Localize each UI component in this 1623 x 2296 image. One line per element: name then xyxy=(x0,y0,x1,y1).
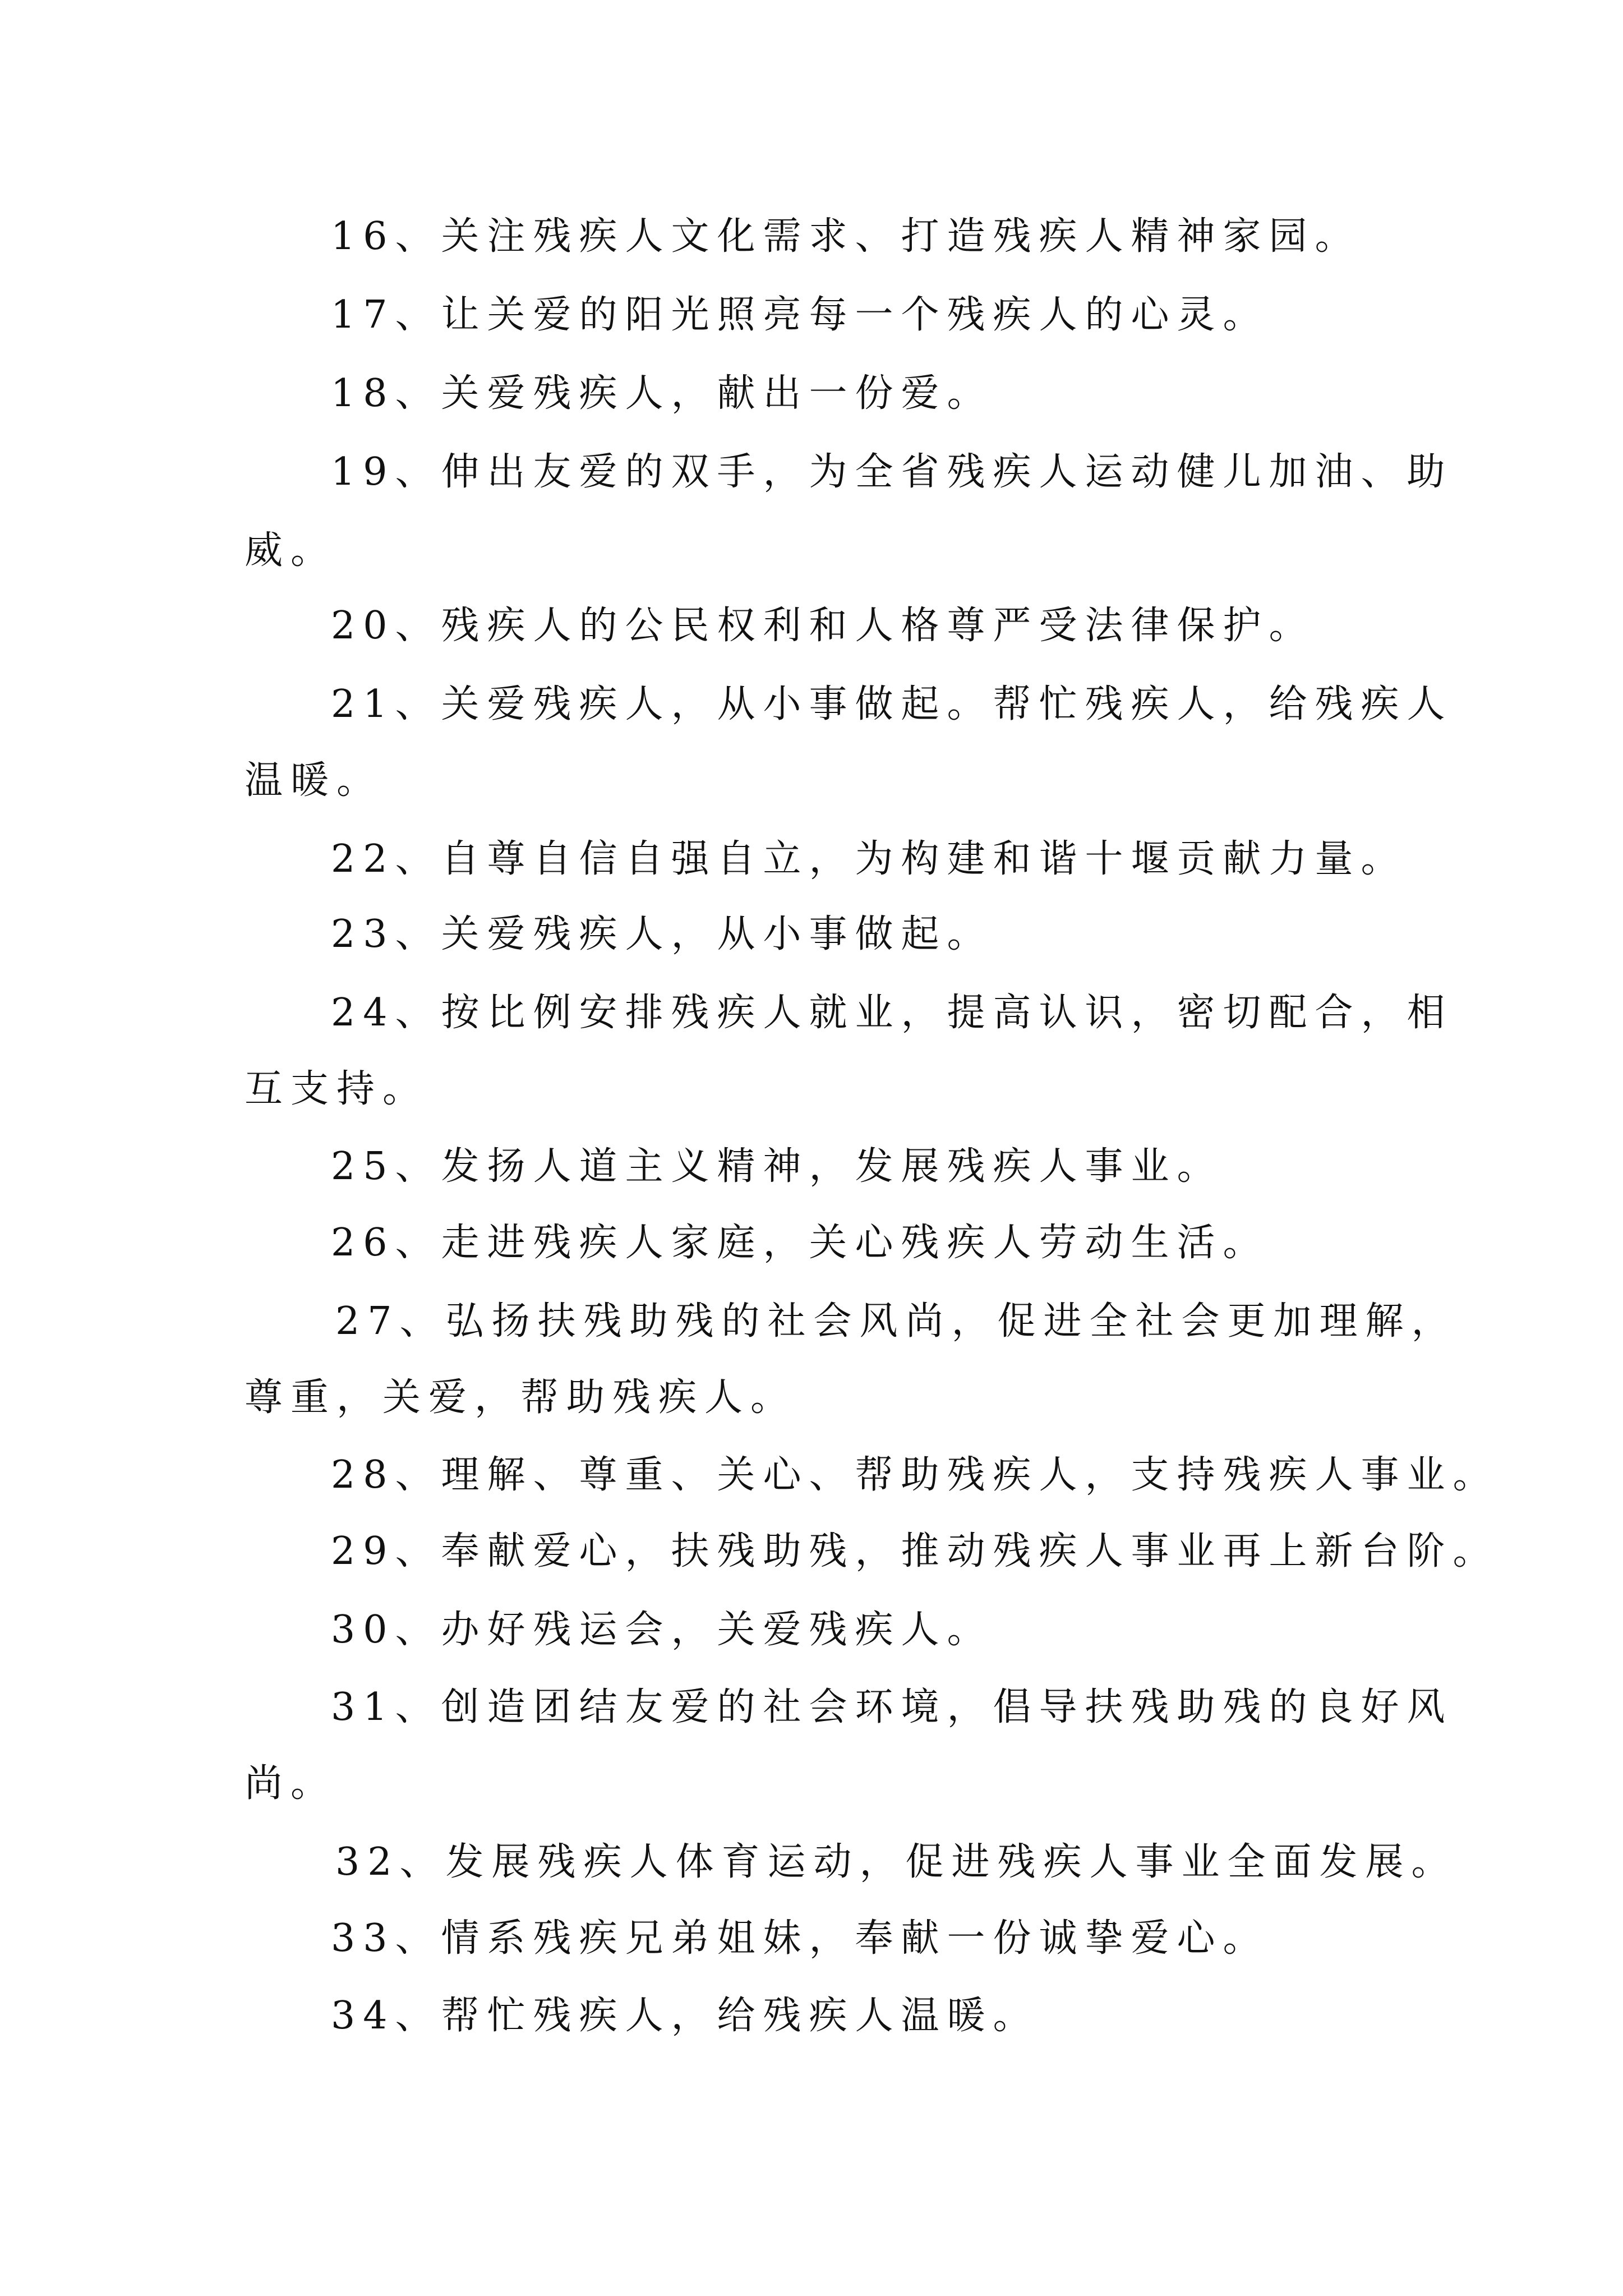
list-item-31-continued: 尚。 xyxy=(245,1761,337,1806)
list-item-31: 31、创造团结友爱的社会环境，倡导扶残助残的良好风 xyxy=(331,1685,1453,1729)
list-item-26: 26、走进残疾人家庭，关心残疾人劳动生活。 xyxy=(331,1221,1269,1265)
list-item-30: 30、办好残运会，关爱残疾人。 xyxy=(331,1608,993,1652)
list-item-19: 19、伸出友爱的双手，为全省残疾人运动健儿加油、助 xyxy=(331,450,1453,494)
list-item-21: 21、关爱残疾人，从小事做起。帮忙残疾人，给残疾人 xyxy=(331,682,1453,726)
list-item-21-continued: 温暖。 xyxy=(245,758,383,803)
list-item-34: 34、帮忙残疾人，给残疾人温暖。 xyxy=(331,1994,1039,2038)
list-item-18: 18、关爱残疾人，献出一份爱。 xyxy=(331,371,993,416)
list-item-24-continued: 互支持。 xyxy=(245,1067,429,1111)
list-item-24: 24、按比例安排残疾人就业，提高认识，密切配合，相 xyxy=(331,991,1453,1035)
list-item-29: 29、奉献爱心，扶残助残，推动残疾人事业再上新台阶。 xyxy=(331,1529,1499,1573)
list-item-32: 32、发展残疾人体育运动，促进残疾人事业全面发展。 xyxy=(335,1840,1458,1884)
list-item-20: 20、残疾人的公民权利和人格尊严受法律保护。 xyxy=(331,604,1315,648)
list-item-16: 16、关注残疾人文化需求、打造残疾人精神家园。 xyxy=(331,214,1361,259)
list-item-27: 27、弘扬扶残助残的社会风尚，促进全社会更加理解， xyxy=(335,1299,1458,1343)
list-item-19-continued: 威。 xyxy=(245,528,337,573)
list-item-23: 23、关爱残疾人，从小事做起。 xyxy=(331,912,993,956)
list-item-17: 17、让关爱的阳光照亮每一个残疾人的心灵。 xyxy=(331,293,1269,337)
list-item-25: 25、发扬人道主义精神，发展残疾人事业。 xyxy=(331,1144,1223,1189)
list-item-27-continued: 尊重，关爱，帮助残疾人。 xyxy=(245,1375,797,1420)
list-item-22: 22、自尊自信自强自立，为构建和谐十堰贡献力量。 xyxy=(331,837,1407,881)
list-item-28: 28、理解、尊重、关心、帮助残疾人，支持残疾人事业。 xyxy=(331,1453,1499,1497)
list-item-33: 33、情系残疾兄弟姐妹，奉献一份诚挚爱心。 xyxy=(331,1916,1269,1961)
